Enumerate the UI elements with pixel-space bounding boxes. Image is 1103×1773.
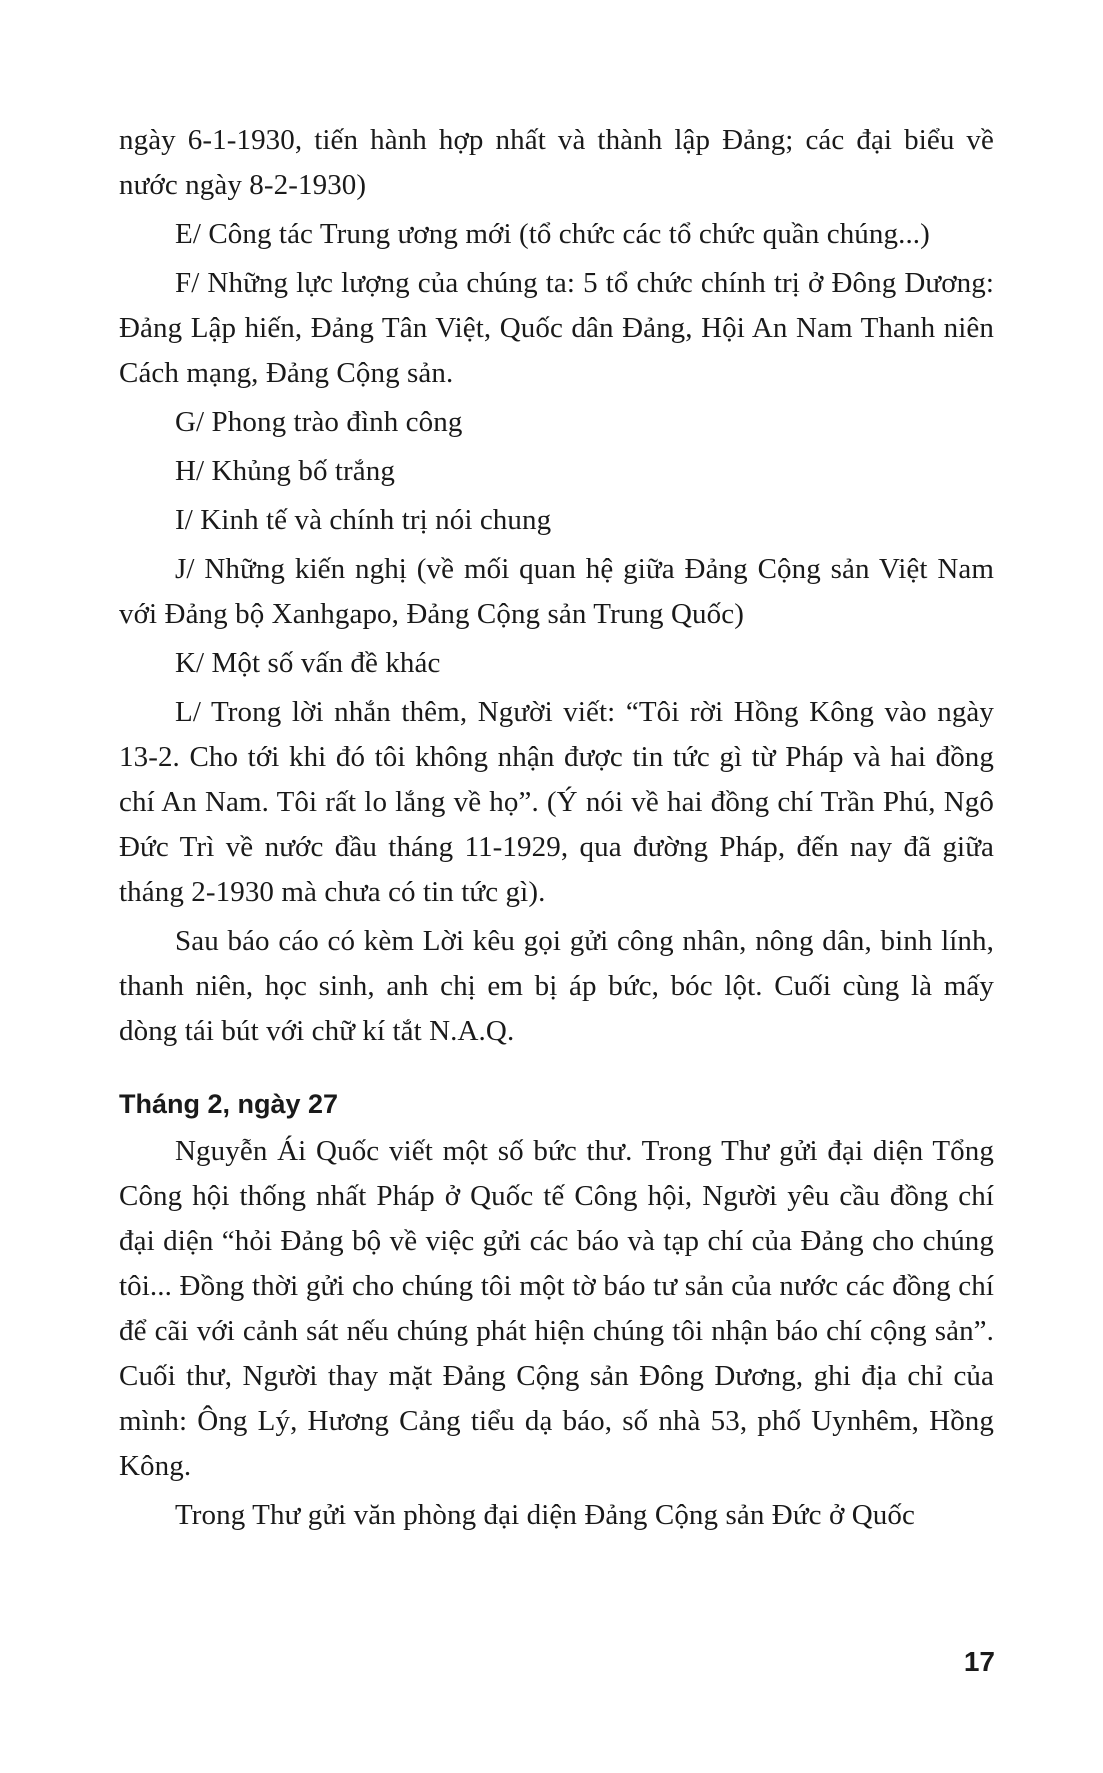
paragraph-item-i: I/ Kinh tế và chính trị nói chung: [175, 504, 552, 536]
paragraph-item-f: F/ Những lực lượng của chúng ta: 5 tổ chức chính trị ở Đông Dương: Đảng Lập hiến, Đảng Tân Việt, Quốc dân Đảng, Hội An Nam Thanh niên Cách mạng, Đảng Cộng sản.: [119, 267, 994, 389]
paragraph-item-k: K/ Một số vấn đề khác: [175, 647, 441, 679]
paragraph-letter-germany: Trong Thư gửi văn phòng đại diện Đảng Cộng sản Đức ở Quốc: [175, 1499, 915, 1531]
page-number: 17: [963, 1646, 995, 1677]
paragraph-item-j: J/ Những kiến nghị (về mối quan hệ giữa Đảng Cộng sản Việt Nam với Đảng bộ Xanhgapo, Đảng Cộng sản Trung Quốc): [119, 553, 994, 630]
paragraph-item-h: H/ Khủng bố trắng: [175, 455, 395, 487]
paragraph-item-e: E/ Công tác Trung ương mới (tổ chức các tổ chức quần chúng...): [175, 218, 930, 250]
paragraph-item-l: L/ Trong lời nhắn thêm, Người viết: “Tôi rời Hồng Kông vào ngày 13-2. Cho tới khi đó tôi không nhận được tin tức gì từ Pháp và hai đồng chí An Nam. Tôi rất lo lắng về họ”. (Ý nói về hai đồng chí Trần Phú, Ngô Đức Trì về nước đầu tháng 11-1929, qua đường Pháp, đến nay đã giữa tháng 2-1930 mà chưa có tin tức gì).: [119, 696, 994, 908]
paragraph-letters: Nguyễn Ái Quốc viết một số bức thư. Trong Thư gửi đại diện Tổng Công hội thống nhất Pháp ở Quốc tế Công hội, Người yêu cầu đồng chí đại diện “hỏi Đảng bộ về việc gửi các báo và tạp chí của Đảng cho chúng tôi... Đồng thời gửi cho chúng tôi một tờ báo tư sản của nước các đồng chí để cãi với cảnh sát nếu chúng phát hiện chúng tôi nhận báo chí cộng sản”. Cuối thư, Người thay mặt Đảng Cộng sản Đông Dương, ghi địa chỉ của mình: Ông Lý, Hương Cảng tiểu dạ báo, số nhà 53, phố Uynhêm, Hồng Kông.: [119, 1135, 994, 1482]
page-body: [119, 118, 994, 1542]
paragraph-appeal: Sau báo cáo có kèm Lời kêu gọi gửi công nhân, nông dân, binh lính, thanh niên, học sinh, anh chị em bị áp bức, bóc lột. Cuối cùng là mấy dòng tái bút với chữ kí tắt N.A.Q.: [119, 925, 994, 1047]
paragraph-item-g: G/ Phong trào đình công: [175, 406, 463, 438]
paragraph-continuation: ngày 6-1-1930, tiến hành hợp nhất và thành lập Đảng; các đại biểu về nước ngày 8-2-1930): [119, 124, 994, 201]
section-heading: Tháng 2, ngày 27: [119, 1089, 339, 1119]
